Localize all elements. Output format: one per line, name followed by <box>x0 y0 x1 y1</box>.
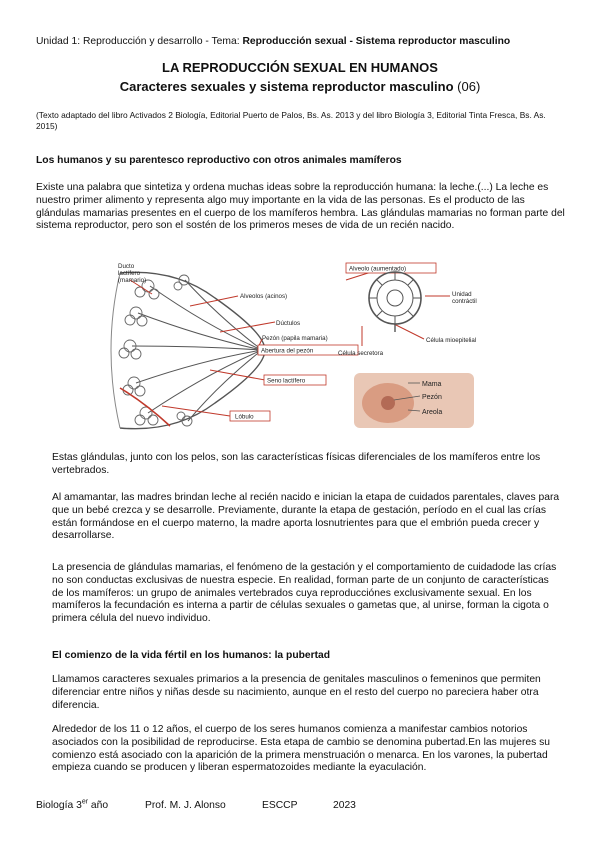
paragraph-breastfeeding: Al amamantar, las madres brindan leche al recién nacido e inician la etapa de cuidados parentales, claves para que un bebé crezca y se desarrolle. Previamente, durante la etapa de gestación, período en el cual las crías están formándose en el cuerpo materno, la madre aporta losnutrientes para que el embrión pueda crecer y desarrollarse. <box>52 492 560 542</box>
label-mamario: (mamario) <box>118 277 147 284</box>
label-seno: Seno lactífero <box>267 377 306 385</box>
source-note: (Texto adaptado del libro Activados 2 Biología, Editorial Puerto de Palos, Bs. As. 2013 y del libro Biología 3, Editorial Tinta Fresca, Bs. As. 2015) <box>36 110 546 131</box>
label-mioepitelial: Célula mioepitelial <box>426 337 477 344</box>
paragraph-primary-characters: Llamamos caracteres sexuales primarios a la presencia de genitales masculinos o femeninos que permiten diferenciar entre niños y niñas desde su nacimiento, aunque en el resto del cuerpo no pareciera haber otra diferencia. <box>52 674 541 711</box>
paragraph-milk: Existe una palabra que sintetiza y ordena muchas ideas sobre la reproducción humana: la leche.(...) La leche es nuestro primer alimento y representa algo muy importante en la vida de las personas. Es el producto de las glándulas mamarias presentes en el cuerpo de los mamíferos hembra. Las glándulas mamarias no forman parte del sistema reproductor, pero son el sostén de los primeros meses de vida de un recién nacido. <box>36 182 565 232</box>
paragraph-puberty: Alrededor de los 11 o 12 años, el cuerpo de los seres humanos comienza a manifestar cambios notorios asociados con la posibilidad de reproducirse. Esta etapa de cambio se denomina pubertad.En las mujeres su comienzo está asociado con la aparición de la primera menstruación o menarca. En los varones, la pubertad empieza cuando se producen y liberan espermatozoides mediante la eyaculación. <box>52 724 550 774</box>
photo-nipple <box>381 396 395 410</box>
unit-header <box>36 36 510 47</box>
paragraph-glands-hair: Estas glándulas, junto con los pelos, son las características físicas diferenciales de los mamíferos entre los vertebrados. <box>52 452 541 476</box>
label-secretora: Célula secretora <box>338 350 384 357</box>
label-alveolos: Alveolos (acinos) <box>240 293 288 300</box>
footer-year-word: año <box>90 800 109 811</box>
label-mama: Mama <box>422 381 442 388</box>
unit-header-prefix: Unidad 1: Reproducción y desarrollo - Tema: <box>36 36 243 47</box>
alveolus-enlarged <box>369 272 421 332</box>
label-contractil: contráctil <box>452 298 477 305</box>
page-title: LA REPRODUCCIÓN SEXUAL EN HUMANOS <box>162 60 438 75</box>
label-lactifero: lactífero <box>118 270 141 277</box>
unit-header-topic: Reproducción sexual - Sistema reproductor masculino <box>242 36 511 47</box>
footer-subject-sup: er <box>81 798 89 806</box>
label-alveolo-aumentado: Alveolo (aumentado) <box>349 265 407 273</box>
paragraph-mammals: La presencia de glándulas mamarias, el fenómeno de la gestación y el comportamiento de cuidadode las crías no son conductas exclusivas de nuestra especie. En realidad, forman parte de un conjunto de características de los mamíferos: un grupo de animales vertebrados cuya reproducciónes exclusivamente sexual. En los mamíferos la fecundación es interna a partir de células sexuales o gametas que, al unirse, forman la cigota o primera célula del nuevo individuo. <box>52 562 557 625</box>
subtitle-number: (06) <box>457 79 481 94</box>
label-pezon-papila: Pezón (papila mamaria) <box>262 335 328 342</box>
footer-year: 2023 <box>333 800 356 811</box>
label-areola: Areola <box>422 409 443 416</box>
label-pezon: Pezón <box>422 394 442 401</box>
label-abertura: Abertura del pezón <box>261 347 314 355</box>
footer-school: ESCCP <box>262 800 298 811</box>
section-heading-puberty: El comienzo de la vida fértil en los humanos: la pubertad <box>52 650 331 661</box>
label-lobulo: Lóbulo <box>235 413 254 421</box>
page-subtitle <box>0 79 600 94</box>
mammary-gland-diagram <box>90 258 500 448</box>
section-heading-mammals: Los humanos y su parentesco reproductivo con otros animales mamíferos <box>36 155 402 166</box>
label-ducto: Ducto <box>118 263 135 270</box>
subtitle-text: Caracteres sexuales y sistema reproductor masculino <box>119 79 454 94</box>
footer-teacher: Prof. M. J. Alonso <box>145 800 226 811</box>
label-unidad: Unidad <box>452 291 472 298</box>
label-ductulos: Dúctulos <box>276 320 301 327</box>
footer-subject-text: Biología 3 <box>36 800 82 811</box>
footer-subject <box>36 800 108 811</box>
